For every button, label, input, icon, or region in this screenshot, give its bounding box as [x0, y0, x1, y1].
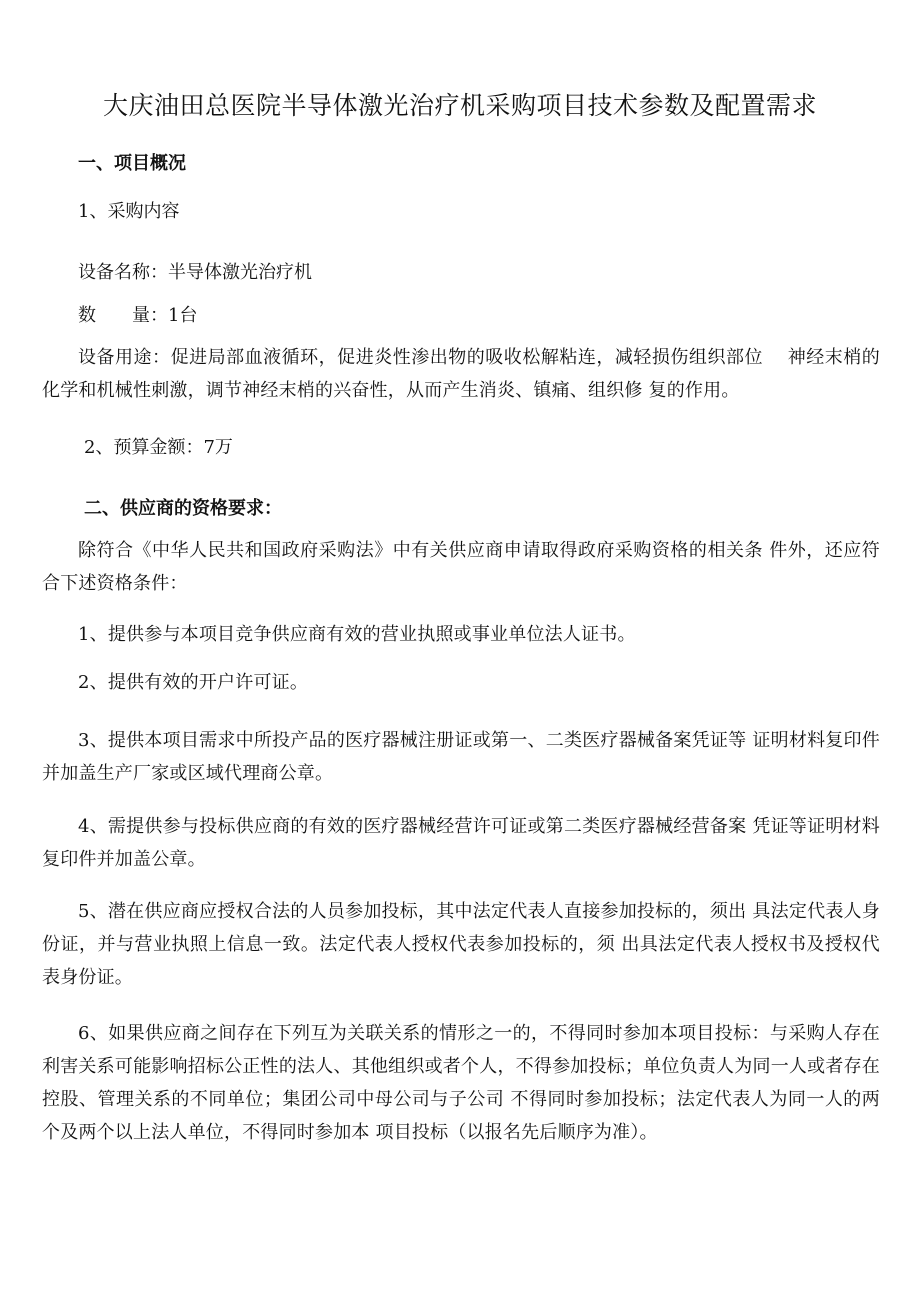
requirement-4: 4、需提供参与投标供应商的有效的医疗器械经营许可证或第二类医疗器械经营备案 凭证等证明材料复印件并加盖公章。: [42, 816, 880, 870]
requirement-3: 3、提供本项目需求中所投产品的医疗器械注册证或第一、二类医疗器械备案凭证等 证明材料复印件并加盖生产厂家或区域代理商公章。: [42, 730, 880, 784]
section-heading-qualification: 二、供应商的资格要求：: [84, 498, 282, 519]
document-title: 大庆油田总医院半导体激光治疗机采购项目技术参数及配置需求: [102, 91, 817, 120]
requirement-5: 5、潜在供应商应授权合法的人员参加投标，其中法定代表人直接参加投标的，须出 具法定代表人身份证，并与营业执照上信息一致。法定代表人授权代表参加投标的，须 出具法定代表人授权书及授权代表身份证。: [42, 901, 880, 988]
requirement-1: 1、提供参与本项目竞争供应商有效的营业执照或事业单位法人证书。: [78, 624, 636, 645]
device-usage-paragraph: 设备用途：促进局部血液循环，促进炎性渗出物的吸收松解粘连，减轻损伤组织部位 神经末梢的化学和机械性刺激，调节神经末梢的兴奋性，从而产生消炎、镇痛、组织修 复的作用。: [42, 347, 880, 401]
budget-line: 2、预算金额：7万: [84, 437, 233, 458]
requirement-2: 2、提供有效的开户许可证。: [78, 672, 309, 693]
item-procurement-content: 1、采购内容: [78, 201, 180, 222]
device-name-line: 设备名称：半导体激光治疗机: [78, 262, 312, 283]
section-heading-overview: 一、项目概况: [78, 153, 186, 174]
quantity-line: 数 量：1台: [78, 305, 198, 326]
requirement-6: 6、如果供应商之间存在下列互为关联关系的情形之一的，不得同时参加本项目投标：与采购人存在利害关系可能影响招标公正性的法人、其他组织或者个人，不得参加投标；单位负责人为同一人或者存在控股、管理关系的不同单位；集团公司中母公司与子公司 不得同时参加投标；法定代表人为同一人的两个及两个以上法人单位，不得同时参加本 项目投标（以报名先后顺序为准）。: [42, 1023, 880, 1143]
qualification-intro-paragraph: 除符合《中华人民共和国政府采购法》中有关供应商申请取得政府采购资格的相关条 件外，还应符合下述资格条件：: [42, 540, 880, 594]
